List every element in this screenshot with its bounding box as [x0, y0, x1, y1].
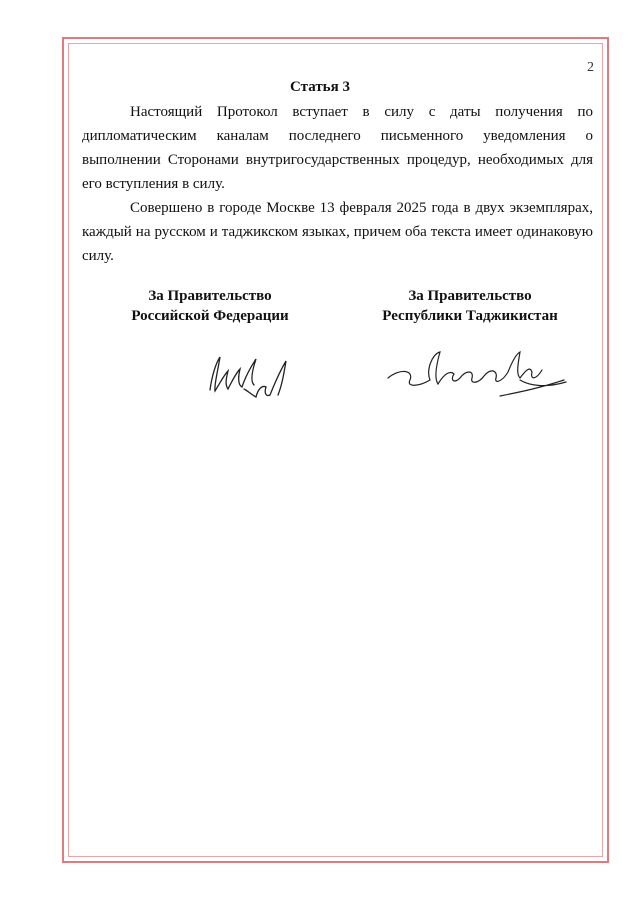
article-paragraph-2 — [82, 196, 593, 268]
signature-tajikistan — [380, 340, 570, 410]
signatory-block-russia — [90, 286, 330, 326]
signatory-line-2: Российской Федерации — [131, 308, 289, 324]
paragraph-2-text: Совершено в городе Москве 13 февраля 2025 года в двух экземплярах, каждый на русском и таджикском языках, причем оба текста имеет одинаковую силу. — [82, 200, 593, 264]
article-title: Статья 3 — [290, 79, 350, 95]
signatory-line-2: Республики Таджикистан — [382, 308, 558, 324]
paragraph-1-text: Настоящий Протокол вступает в силу с даты получения по дипломатическим каналам последнего письменного уведомления о выполнении Сторонами внутригосударственных процедур, необходимых для его вступления в силу. — [82, 104, 593, 192]
article-paragraph-1 — [82, 100, 593, 196]
signatory-line-1: За Правительство — [408, 288, 532, 304]
signatory-line-1: За Правительство — [148, 288, 272, 304]
page-number: 2 — [587, 60, 594, 75]
signatory-block-tajikistan — [350, 286, 590, 326]
signature-russia — [200, 345, 300, 405]
